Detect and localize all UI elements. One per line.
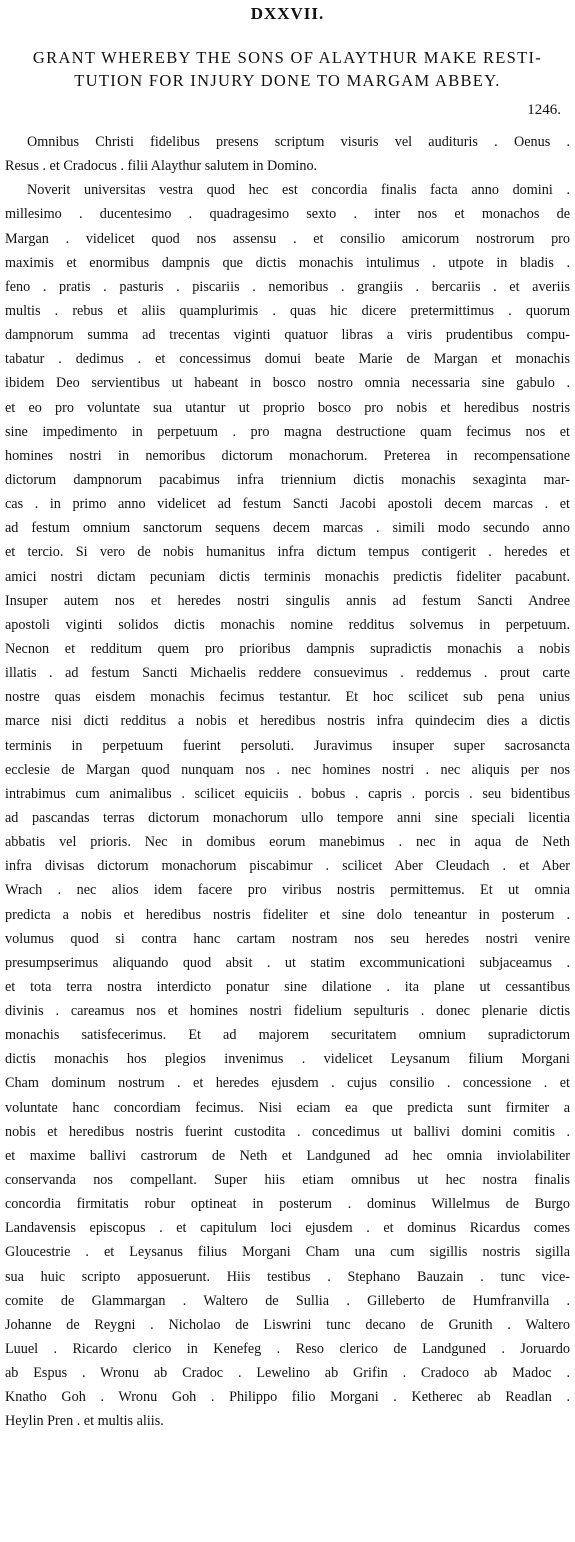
text-line: dictorum dampnorum pacabimus infra triennium dictis monachis sexaginta mar- (5, 471, 570, 488)
text-line: homines nostri in nemoribus dictorum monachorum. Preterea in recompensatione (5, 447, 570, 464)
text-line: Insuper autem nos et heredes nostri singulis annis ad festum Sancti Andree (5, 592, 570, 609)
text-line: et eo pro voluntate sua utantur ut proprio bosco pro nobis et heredibus nostris (5, 399, 570, 416)
text-line: apostoli viginti solidos dictis monachis nomine redditus solvemus in perpetuum. (5, 616, 570, 633)
title-line: TUTION FOR INJURY DONE TO MARGAM ABBEY. (74, 71, 501, 90)
text-line: Luuel . Ricardo clerico in Kenefeg . Reso clerico de Landguned . Joruardo (5, 1341, 570, 1358)
text-line: dampnorum summa ad trecentas viginti quatuor libras a viris prudentibus compu- (5, 327, 570, 344)
text-line: maximis et enormibus dampnis que dictis monachis intulimus . utpote in bladis . (5, 254, 570, 271)
text-line: nostre quas eisdem monachis fecimus testantur. Et hoc scilicet sub pena unius (5, 689, 570, 706)
text-line: Johanne de Reygni . Nicholao de Liswrini tunc decano de Grunith . Waltero (5, 1316, 570, 1333)
text-line: Resus . et Cradocus . filii Alaythur salutem in Domino. (5, 158, 318, 175)
text-line: presumpserimus aliquando quod absit . ut statim excommunicationi subjaceamus . (5, 954, 570, 971)
text-line: feno . pratis . pasturis . piscariis . nemoribus . grangiis . bercariis . et averiis (5, 278, 570, 295)
text-line: Omnibus Christi fidelibus presens scriptum visuris vel audituris . Oenus . (27, 134, 570, 150)
text-line: concordia firmitatis robur optineat in posterum . dominus Willelmus de Burgo (5, 1196, 570, 1213)
text-line: cas . in primo anno videlicet ad festum Sancti Jacobi apostoli decem marcas . et (5, 496, 570, 513)
text-line: Noverit universitas vestra quod hec est concordia finalis facta anno domini . (27, 182, 570, 199)
text-line: terminis in perpetuum fuerint persoluti. Juravimus insuper super sacrosancta (5, 737, 570, 754)
text-line: intrabimus cum animalibus . scilicet equiciis . bobus . capris . porcis . seu bidentibus (5, 785, 570, 802)
text-line: et tercio. Si vero de nobis humanitus infra dictum tempus contigerit . heredes et (5, 544, 570, 561)
charter-text (5, 130, 570, 1434)
text-line: Margan . videlicet quod nos assensu . et consilio amicorum nostrorum pro (5, 230, 570, 247)
text-line: Necnon et redditum quem pro prioribus dampnis supradictis monachis a nobis (5, 640, 570, 657)
text-line: Heylin Pren . et multis aliis. (5, 1413, 164, 1430)
text-line: illatis . ad festum Sancti Michaelis reddere consuevimus . reddemus . prout carte (5, 665, 570, 682)
text-line: voluntate hanc concordiam fecimus. Nisi eciam ea que predicta sunt firmiter a (5, 1099, 570, 1116)
document-title (6, 46, 569, 92)
text-line: millesimo . ducentesimo . quadragesimo sexto . inter nos et monachos de (5, 206, 570, 223)
text-line: amici nostri dictam pecuniam dictis terminis monachis predictis fideliter pacabunt. (5, 568, 570, 585)
text-line: Cham dominum nostrum . et heredes ejusdem . cujus consilio . concessione . et (5, 1075, 570, 1092)
document-year: 1246. (527, 102, 561, 118)
text-line: comite de Glammargan . Waltero de Sullia . Gilleberto de Humfranvilla . (5, 1292, 570, 1309)
text-line: monachis satisfecerimus. Et ad majorem securitatem omnium supradictorum (5, 1027, 570, 1044)
text-line: volumus quod si contra hanc cartam nostram nos seu heredes nostri venire (5, 930, 570, 947)
text-line: ad festum omnium sanctorum sequens decem marcas . simili modo secundo anno (5, 520, 570, 537)
text-line: tabatur . dedimus . et concessimus domui beate Marie de Margan et monachis (5, 351, 570, 368)
text-line: marce nisi dicti redditus a nobis et heredibus nostris infra quindecim dies a dictis (5, 713, 570, 730)
text-line: ecclesie de Margan quod nunquam nos . nec homines nostri . nec aliquis per nos (5, 761, 570, 778)
text-line: infra divisas dictorum monachorum piscabimur . scilicet Aber Cleudach . et Aber (5, 858, 570, 875)
text-line: dictis monachis hos plegios invenimus . videlicet Leysanum filium Morgani (5, 1051, 570, 1068)
text-line: abbatis vel prioris. Nec in domibus eorum manebimus . nec in aqua de Neth (5, 834, 570, 851)
text-line: Gloucestrie . et Leysanus filius Morgani Cham una cum sigillis nostris sigilla (5, 1244, 570, 1261)
text-line: Landavensis episcopus . et capitulum loci ejusdem . et dominus Ricardus comes (5, 1220, 570, 1237)
text-line: nobis et heredibus nostris fuerint custodita . concedimus ut ballivi domini comitis . (5, 1123, 570, 1140)
text-line: sua huic scripto apposuerunt. Hiis testibus . Stephano Bauzain . tunc vice- (5, 1268, 570, 1285)
text-line: divinis . careamus nos et homines nostri fidelium sepulturis . donec plenarie dictis (5, 1003, 570, 1020)
text-line: predicta a nobis et heredibus nostris fideliter et sine dolo teneantur in posterum . (5, 906, 570, 923)
text-line: Wrach . nec alios idem facere pro viribus nostris permittemus. Et ut omnia (5, 882, 570, 899)
text-line: et maxime ballivi castrorum de Neth et Landguned ad hec omnia inviolabiliter (5, 1147, 570, 1164)
text-line: sine impedimento in perpetuum . pro magna destructione quam fecimus nos et (5, 423, 570, 440)
document-number: DXXVII. (250, 4, 325, 23)
text-line: ad pascandas terras dictorum monachorum ullo tempore anni sine speciali licentia (5, 809, 570, 826)
text-line: et tota terra nostra interdicto ponatur sine dilatione . ita plane ut cessantibus (5, 978, 570, 995)
text-line: Knatho Goh . Wronu Goh . Philippo filio Morgani . Ketherec ab Readlan . (5, 1389, 570, 1406)
text-line: ibidem Deo servientibus ut habeant in bosco nostro omnia necessaria sine gabulo . (5, 375, 570, 392)
text-line: conservanda nos compellant. Super hiis etiam omnibus ut hec nostra finalis (5, 1172, 570, 1189)
text-line: multis . rebus et aliis quamplurimis . quas hic dicere pretermittimus . quorum (5, 302, 570, 319)
title-line: GRANT WHEREBY THE SONS OF ALAYTHUR MAKE RESTI- (32, 48, 543, 67)
text-line: ab Espus . Wronu ab Cradoc . Lewelino ab Grifin . Cradoco ab Madoc . (5, 1365, 570, 1382)
